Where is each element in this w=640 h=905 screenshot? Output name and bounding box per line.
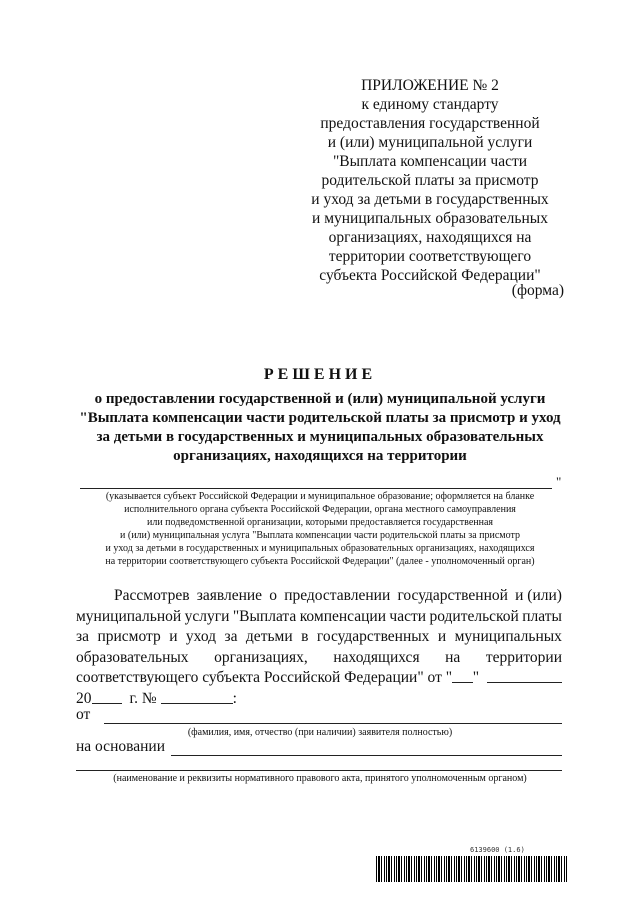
note-line: и (или) муниципальная услуга "Выплата компенсации части родительской платы за присмотр [120,530,520,541]
body-line: за присмотр и уход за детьми в государственных и муниципальных [76,628,562,645]
basis-field[interactable] [171,740,562,756]
appendix-line: и (или) муниципальной услуги [327,134,533,151]
basis-caption: (наименование и реквизиты нормативного правового акта, принятого уполномоченным органом) [113,773,527,784]
appendix-line: к единому стандарту [361,96,499,113]
subtitle-line: за детьми в государственных и муниципальных образовательных [96,429,544,445]
basis-label: на основании [76,738,165,755]
authority-note [60,490,580,568]
barcode-image [376,856,568,882]
appendix-header [300,76,560,285]
appendix-line: и уход за детьми в государственных [311,191,549,208]
applicant-caption: (фамилия, имя, отчество (при наличии) заявителя полностью) [187,727,453,738]
appendix-line: "Выплата компенсации части [332,153,528,170]
year-blank[interactable] [92,689,122,704]
from-label: от [76,706,91,723]
closing-quote: " [556,474,562,489]
applicant-name-field[interactable] [104,708,562,724]
body-line: 20 г. № : [76,689,237,707]
basis-row [76,738,562,756]
form-label: (форма) [511,282,564,299]
appendix-line: ПРИЛОЖЕНИЕ № 2 [361,77,499,94]
document-subtitle [60,390,580,466]
note-line: исполнительного органа субъекта Российской Федерации, органа местного самоуправления [124,504,516,515]
note-line: и уход за детьми в государственных и муниципальных образовательных организациях, находящихся [105,543,535,554]
note-line: или подведомственной организации, которыми предоставляется государственная [146,517,493,528]
month-blank[interactable] [487,668,562,683]
note-line: (указывается субъект Российской Федерации и муниципальное образование; оформляется на бланке [105,491,535,502]
appendix-line: субъекта Российской Федерации" [319,267,541,284]
appendix-line: родительской платы за присмотр [321,172,539,189]
appendix-line: предоставления государственной [320,115,540,132]
applicant-row [76,706,562,724]
barcode-number: 6139600 (1.6) [470,846,525,854]
appendix-line: и муниципальных образовательных [312,210,548,227]
body-paragraph [76,586,562,709]
appendix-line: организациях, находящихся на [328,229,532,246]
body-line: соответствующего субъекта Российской Федерации" от " " [76,668,562,689]
body-line: Рассмотрев заявление о предоставлении государственной и (или) [114,587,562,604]
document-title: РЕШЕНИЕ [263,366,377,383]
subtitle-line: организациях, находящихся на территории [173,448,467,464]
body-line: муниципальной услуги "Выплата компенсации части родительской платы [76,607,562,625]
body-line: образовательных организациях, находящихся на территории [76,648,562,666]
basis-second-line[interactable] [76,770,562,771]
note-line: на территории соответствующего субъекта Российской Федерации" (далее - уполномоченный орган) [105,556,535,567]
subtitle-line: о предоставлении государственной и (или) муниципальной услуги [94,391,546,407]
appendix-line: территории соответствующего [328,248,532,265]
number-blank[interactable] [161,689,233,704]
territory-blank-line[interactable] [80,488,552,489]
day-blank[interactable] [452,668,473,683]
subtitle-line: "Выплата компенсации части родительской платы за присмотр и уход [79,410,561,426]
